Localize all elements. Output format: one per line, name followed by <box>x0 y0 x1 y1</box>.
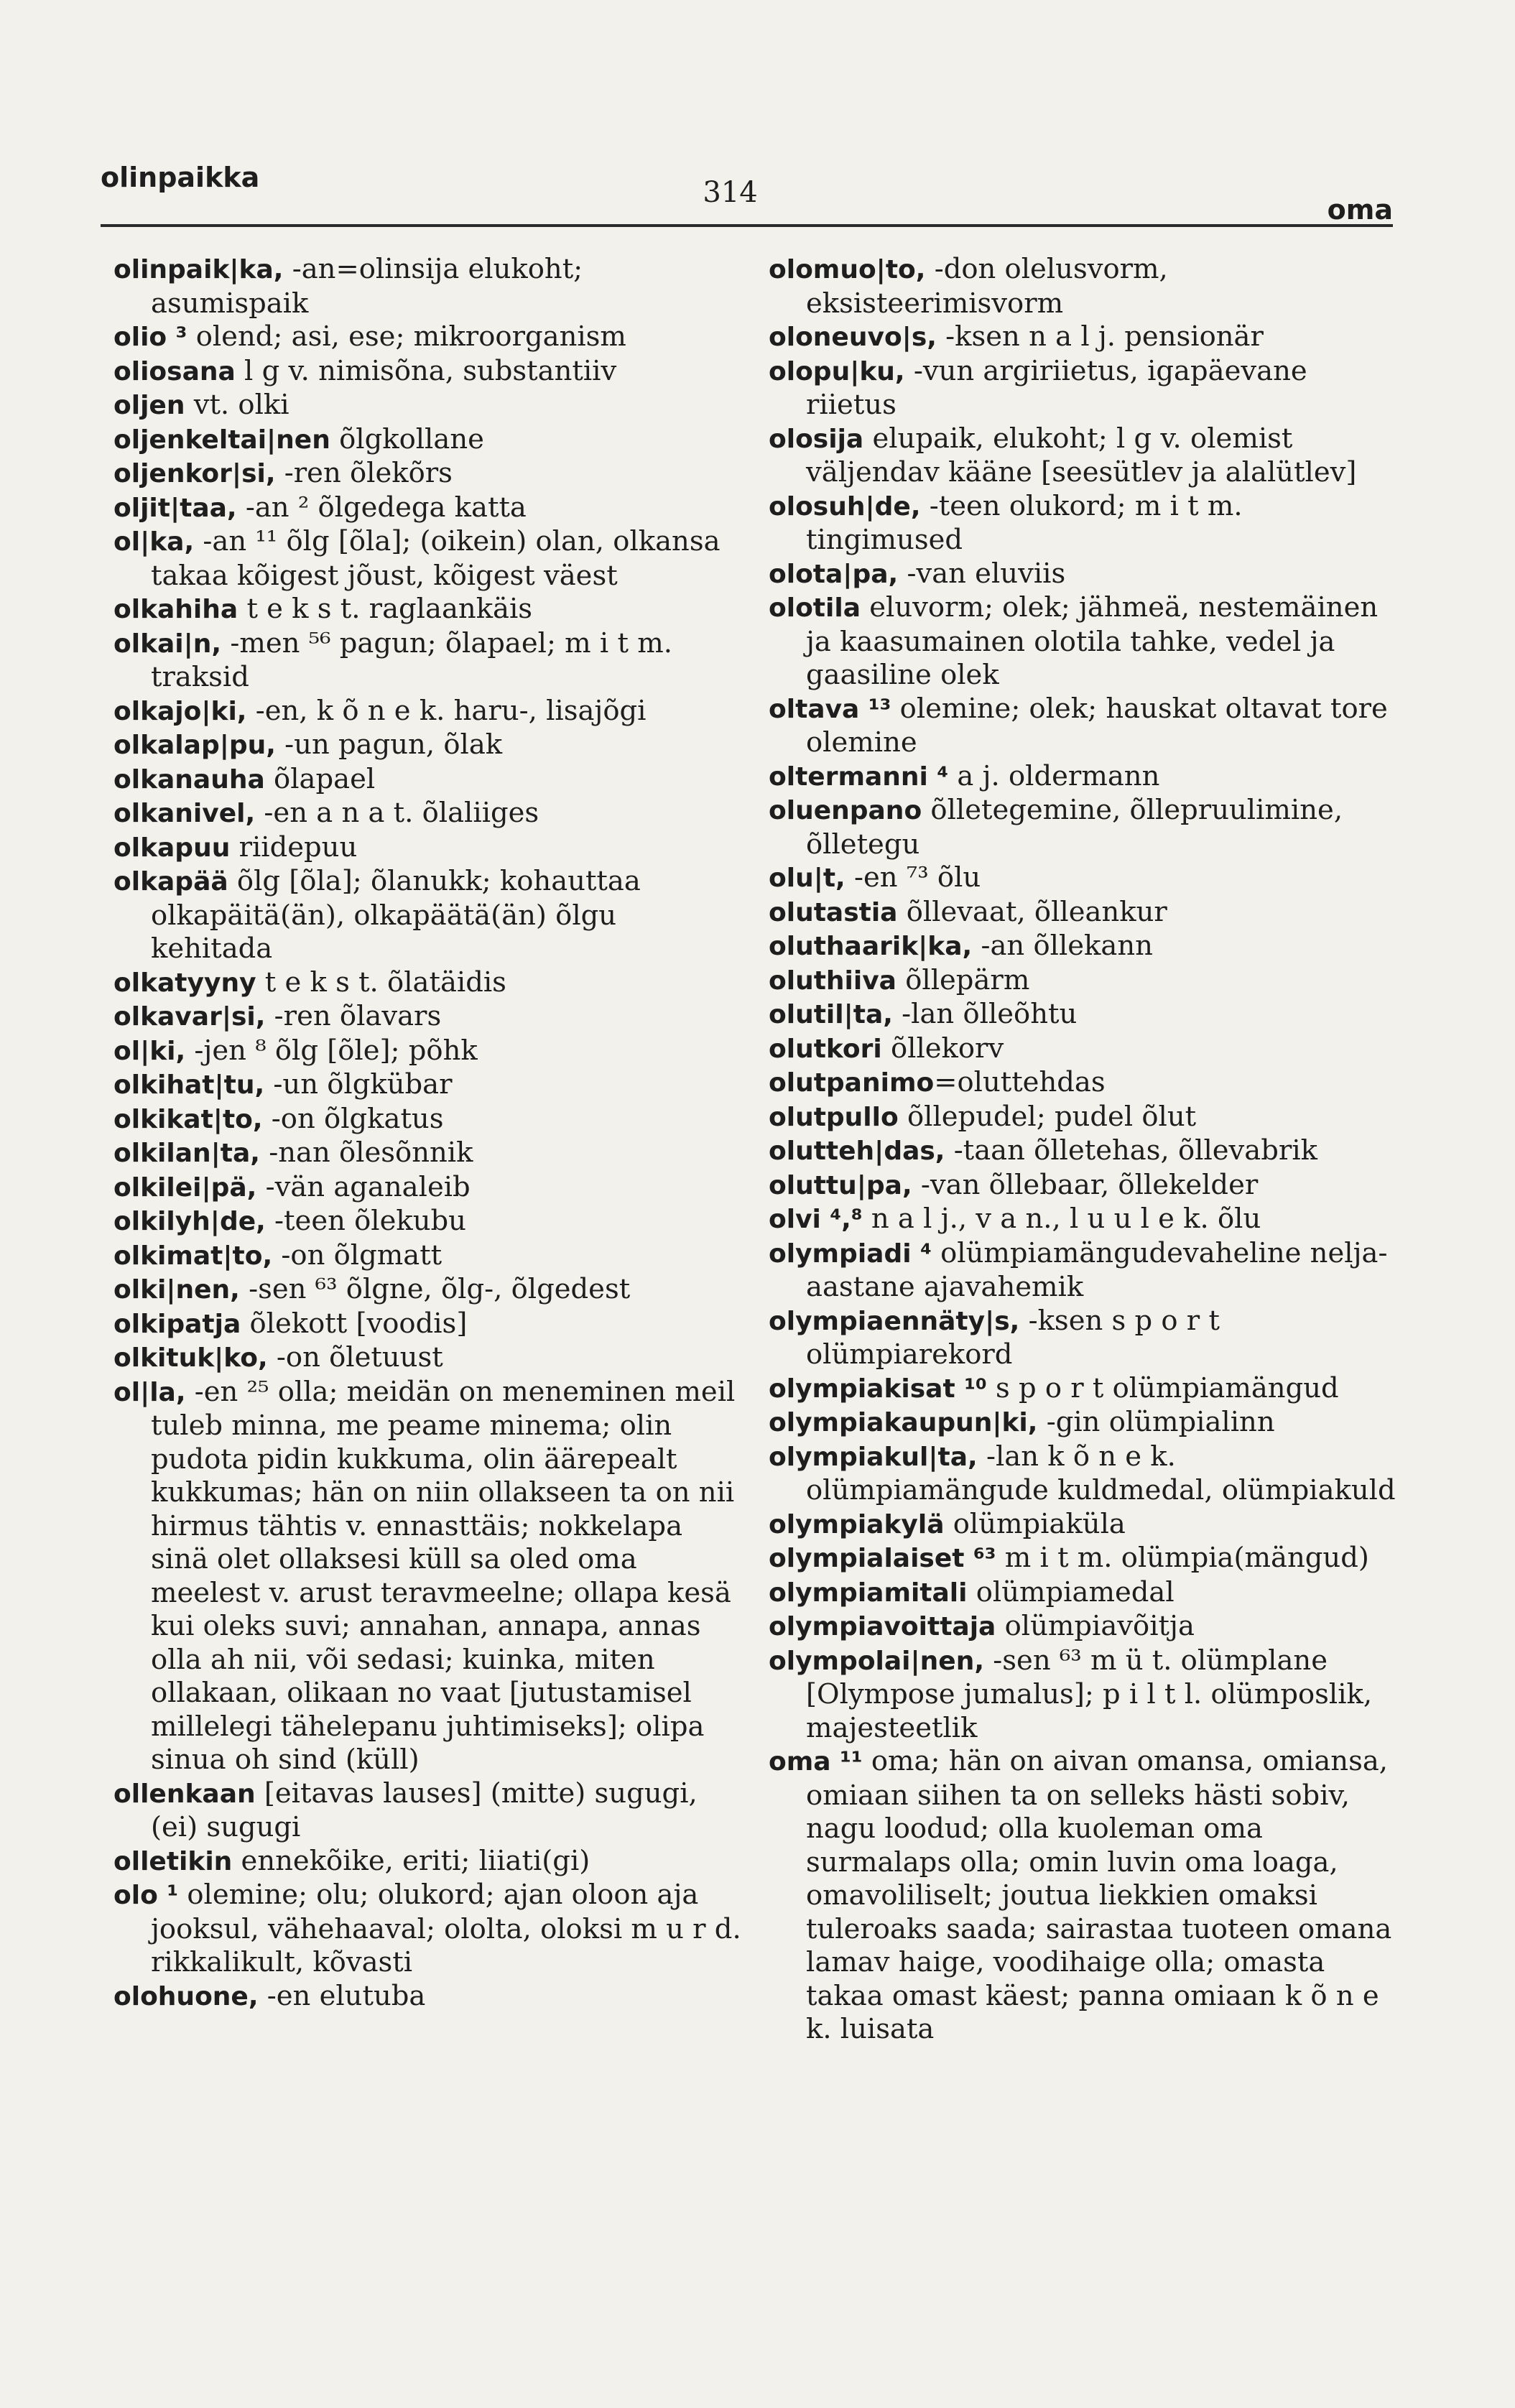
page-header <box>101 162 1393 226</box>
dictionary-entry <box>113 1068 746 1103</box>
entry-headword: olopu|ku, <box>769 356 905 386</box>
entry-definition: -taan õlletehas, õllevabrik <box>945 1134 1317 1167</box>
entry-headword: olkai|n, <box>113 629 222 659</box>
entry-headword: olympolai|nen, <box>769 1646 985 1676</box>
entry-definition: eluvorm; olek; jähmeä, nestemäinen ja kaasumainen olotila tahke, vedel ja gaasiline olek <box>806 591 1379 691</box>
entry-headword: olympiakylä <box>769 1509 945 1539</box>
entry-headword: oltermanni ⁴ <box>769 761 949 792</box>
dictionary-entry <box>113 797 746 831</box>
dictionary-entry <box>113 1171 746 1205</box>
entry-headword: olohuone, <box>113 1981 259 2011</box>
entry-headword: olotila <box>769 593 861 623</box>
dictionary-entry <box>769 760 1401 795</box>
entry-headword: olympiakaupun|ki, <box>769 1408 1038 1437</box>
dictionary-entry <box>113 491 746 526</box>
entry-definition: =oluttehdas <box>934 1066 1106 1098</box>
entry-headword: oluthiiva <box>769 965 897 996</box>
dictionary-entry <box>769 1032 1401 1067</box>
entry-definition: -vun argiriietus, igapäevane riietus <box>806 354 1307 421</box>
entry-definition: õlekott [voodis] <box>241 1307 468 1340</box>
entry-definition: õllepudel; pudel õlut <box>898 1100 1197 1133</box>
entry-definition: olümpiamedal <box>967 1575 1175 1608</box>
entry-headword: olki|nen, <box>113 1275 240 1305</box>
dictionary-entry <box>769 998 1401 1032</box>
dictionary-entry <box>113 1000 746 1034</box>
dictionary-entry <box>113 1034 746 1069</box>
entry-headword: oltava ¹³ <box>769 694 891 724</box>
entry-definition: olümpiaküla <box>944 1507 1126 1540</box>
entry-headword: oljit|taa, <box>113 493 237 523</box>
entry-headword: olutteh|das, <box>769 1136 945 1166</box>
entry-definition: -en elutuba <box>258 1979 426 2012</box>
entry-definition: -teen olukord; m i t m. tingimused <box>806 489 1243 556</box>
entry-headword: olo ¹ <box>113 1881 179 1910</box>
entry-definition: -an=olinsija elukoht; asumispaik <box>151 253 583 320</box>
dictionary-entry <box>113 1777 746 1845</box>
entry-definition: -men ⁵⁶ pagun; õlapael; m i t m. traksid <box>151 626 672 693</box>
dictionary-entry <box>113 1879 746 1980</box>
entry-headword: olkalap|pu, <box>113 731 276 760</box>
dictionary-entry <box>113 763 746 797</box>
entry-definition: [eitavas lauses] (mitte) sugugi, (ei) sugugi <box>151 1777 698 1843</box>
entry-definition: vt. olki <box>185 389 289 421</box>
header-rule <box>101 224 1393 227</box>
entry-headword: olkapää <box>113 867 228 897</box>
dictionary-entry <box>113 1845 746 1879</box>
entry-definition: -on õlgmatt <box>272 1238 443 1272</box>
entry-definition: -sen ⁶³ õlgne, õlg-, õlgedest <box>239 1273 631 1305</box>
dictionary-entry <box>769 1305 1401 1372</box>
dictionary-entry <box>769 964 1401 999</box>
entry-headword: olkikat|to, <box>113 1104 263 1134</box>
entry-headword: olosuh|de, <box>769 491 921 522</box>
entry-definition: oma; hän on aivan omansa, omiansa, omiaan siihen ta on selleks hästi sobiv, nagu loodud; olla kuoleman oma surmalaps olla; omin luvin oma loaga, omavoliliselt; joutua liekkien omaksi tuleroaks saada; sairastaa tuoteen omana lamav haige, voodihaige olla; omasta takaa omast käest; panna omiaan k õ n e k. luisata <box>806 1745 1392 2045</box>
dictionary-entry <box>113 253 746 320</box>
right-guide-word: oma <box>1327 194 1393 226</box>
entry-headword: oluttu|pa, <box>769 1170 912 1200</box>
entry-headword: oliosana <box>113 356 236 386</box>
entry-definition: -on õletuust <box>267 1341 443 1374</box>
dictionary-entry <box>769 1203 1401 1237</box>
entry-definition: -un õlgkübar <box>264 1068 453 1101</box>
dictionary-entry <box>769 1237 1401 1305</box>
entry-definition: riidepuu <box>230 830 358 863</box>
entry-definition: n a l j., v a n., l u u l e k. õlu <box>862 1203 1261 1235</box>
entry-definition: õlletegemine, õllepruulimine, õlletegu <box>806 794 1343 861</box>
page-number: 314 <box>703 176 758 209</box>
dictionary-entry <box>113 695 746 729</box>
entry-headword: olutpullo <box>769 1102 899 1132</box>
entry-headword: oljenkeltai|nen <box>113 425 330 455</box>
dictionary-entry <box>769 253 1401 320</box>
dictionary-entry <box>113 1980 746 2014</box>
entry-definition: õllevaat, õlleankur <box>897 895 1167 928</box>
entry-headword: olympiamitali <box>769 1578 968 1608</box>
entry-definition: -on õlgkatus <box>262 1102 444 1135</box>
entry-definition: -an õllekann <box>972 930 1153 962</box>
dictionary-entry <box>113 1273 746 1307</box>
dictionary-entry <box>769 490 1401 557</box>
dictionary-entry <box>113 627 746 695</box>
entry-definition: olend; asi, ese; mikroorganism <box>187 320 626 353</box>
dictionary-entry <box>769 861 1401 896</box>
entry-definition: -en ²⁵ olla; meidän on meneminen meil tuleb minna, me peame minema; olin pudota pidin kukkuma, olin äärepealt kukkumas; hän on niin ollakseen ta on nii hirmus tähtis v. ennasttäis; nokkelapa sinä olet ollaksesi küll sa oled oma meelest v. arust teravmeelne; ollapa kesä kui oleks suvi; annahan, annapa, annas olla ah nii, või sedasi; kuinka, miten ollakaan, olikaan no vaat [jutustamisel millelegi tähelepanu juhtimiseks]; olipa sinua oh sind (küll) <box>151 1375 736 1776</box>
entry-definition: -jen ⁸ õlg [õle]; põhk <box>185 1034 478 1067</box>
dictionary-entry <box>113 355 746 389</box>
dictionary-entry <box>113 525 746 593</box>
entry-definition: -en a n a t. õlaliiges <box>255 797 539 829</box>
dictionary-entry <box>769 1134 1401 1169</box>
dictionary-entry <box>769 1066 1401 1101</box>
entry-headword: olkanauha <box>113 764 265 795</box>
entry-definition: -ren õlekõrs <box>275 457 453 489</box>
entry-headword: ollenkaan <box>113 1779 256 1809</box>
entry-definition: l g v. nimisõna, substantiiv <box>235 354 617 387</box>
entry-headword: olkilan|ta, <box>113 1139 260 1168</box>
entry-definition: -vän aganaleib <box>256 1170 471 1203</box>
entry-headword: oloneuvo|s, <box>769 323 937 352</box>
dictionary-entry <box>769 1101 1401 1135</box>
entry-headword: olkilei|pä, <box>113 1172 257 1203</box>
entry-definition: -van eluviis <box>898 557 1066 590</box>
entry-headword: olympiakisat ¹⁰ <box>769 1374 987 1404</box>
dictionary-entry <box>113 1103 746 1137</box>
dictionary-entry <box>769 1610 1401 1644</box>
entry-headword: olympiadi ⁴ <box>769 1238 932 1269</box>
entry-headword: olletikin <box>113 1846 233 1876</box>
dictionary-entry <box>769 1440 1401 1508</box>
entry-definition: -en ⁷³ õlu <box>845 861 981 894</box>
dictionary-entry <box>113 389 746 423</box>
entry-headword: olosija <box>769 424 864 454</box>
dictionary-entry <box>113 423 746 458</box>
entry-definition: m i t m. olümpia(mängud) <box>996 1542 1369 1574</box>
entry-headword: olutkori <box>769 1034 882 1064</box>
dictionary-entry <box>769 1169 1401 1203</box>
entry-definition: õllepärm <box>896 963 1030 996</box>
entry-headword: olkilyh|de, <box>113 1207 266 1236</box>
entry-headword: olkimat|to, <box>113 1241 273 1271</box>
entry-headword: olkipatja <box>113 1309 241 1339</box>
entry-definition: -ren õlavars <box>265 1000 442 1032</box>
entry-headword: oma ¹¹ <box>769 1747 863 1777</box>
entry-definition: -ksen s p o r t olümpiarekord <box>806 1304 1220 1371</box>
dictionary-entry <box>113 1307 746 1342</box>
left-guide-word: olinpaikka <box>101 162 260 193</box>
entry-headword: olympiavoittaja <box>769 1612 996 1641</box>
entry-headword: olio ³ <box>113 323 187 352</box>
entry-headword: oljen <box>113 391 185 420</box>
dictionary-entry <box>113 1341 746 1376</box>
entry-headword: olkajo|ki, <box>113 696 247 726</box>
dictionary-entry <box>113 1136 746 1171</box>
entry-definition: -lan õlleõhtu <box>892 998 1078 1030</box>
entry-definition: -lan k õ n e k. olümpiamängude kuldmedal, olümpiakuld <box>806 1440 1396 1506</box>
dictionary-entry <box>769 930 1401 964</box>
entry-definition: t e k s t. õlatäidis <box>256 965 506 999</box>
entry-headword: olomuo|to, <box>769 255 926 284</box>
entry-definition: s p o r t olümpiamängud <box>986 1371 1339 1404</box>
entry-definition: õllekorv <box>881 1032 1004 1065</box>
entry-headword: olvi ⁴,⁸ <box>769 1205 863 1234</box>
entry-headword: oluthaarik|ka, <box>769 932 973 961</box>
entry-headword: olkanivel, <box>113 799 256 828</box>
entry-headword: ol|ki, <box>113 1036 186 1066</box>
dictionary-entry <box>113 1205 746 1239</box>
left-column <box>113 253 746 2014</box>
entry-headword: olkahiha <box>113 595 238 624</box>
entry-definition: ennekõike, eriti; liiati(gi) <box>232 1844 590 1877</box>
entry-definition: -gin olümpialinn <box>1037 1406 1275 1438</box>
entry-definition: õlg [õla]; õlanukk; kohauttaa olkapäitä(än), olkapäätä(än) õlgu kehitada <box>151 865 641 965</box>
entry-definition: -en, k õ n e k. haru-, lisajõgi <box>246 694 647 727</box>
dictionary-entry <box>769 1745 1401 2047</box>
entry-headword: ol|la, <box>113 1377 186 1407</box>
entry-definition: -an ² õlgedega katta <box>236 491 527 524</box>
dictionary-entry <box>113 966 746 1001</box>
entry-definition: -don olelusvorm, eksisteerimisvorm <box>806 253 1168 320</box>
entry-definition: -an ¹¹ õlg [õla]; (oikein) olan, olkansa takaa kõigest jõust, kõigest väest <box>151 525 721 592</box>
entry-headword: olu|t, <box>769 863 845 893</box>
entry-definition: -van õllebaar, õllekelder <box>912 1168 1259 1201</box>
entry-headword: olympiaennäty|s, <box>769 1306 1020 1336</box>
entry-definition: olümpiamängudevaheline nelja-aastane ajavahemik <box>806 1236 1388 1303</box>
dictionary-entry <box>769 896 1401 930</box>
entry-definition: -teen õlekubu <box>265 1205 466 1237</box>
entry-headword: olkituk|ko, <box>113 1343 268 1373</box>
dictionary-entry <box>769 1576 1401 1611</box>
dictionary-entry <box>113 1239 746 1274</box>
entry-headword: olkapuu <box>113 833 231 863</box>
entry-headword: olutpanimo <box>769 1068 935 1098</box>
dictionary-entry <box>769 1406 1401 1440</box>
dictionary-entry <box>113 728 746 763</box>
entry-headword: olutil|ta, <box>769 1000 893 1029</box>
entry-definition: olümpiavõitja <box>996 1610 1195 1642</box>
dictionary-entry <box>769 320 1401 355</box>
entry-definition: olemine; olu; olukord; ajan oloon aja jooksul, vähehaaval; ololta, oloksi m u r d. rikkalikult, kõvasti <box>151 1879 741 1978</box>
dictionary-entry <box>769 355 1401 422</box>
dictionary-entry <box>113 320 746 355</box>
entry-definition: -ksen n a l j. pensionär <box>936 320 1264 353</box>
right-column <box>769 253 1401 2047</box>
dictionary-entry <box>113 1376 746 1777</box>
entry-headword: olympiakul|ta, <box>769 1442 978 1472</box>
entry-definition: olemine; olek; hauskat oltavat tore olemine <box>806 692 1388 759</box>
dictionary-entry <box>113 865 746 966</box>
entry-definition: õlapael <box>264 762 376 795</box>
entry-headword: olkihat|tu, <box>113 1070 265 1100</box>
dictionary-entry <box>769 693 1401 760</box>
entry-definition: a j. oldermann <box>948 759 1160 792</box>
dictionary-entry <box>769 1644 1401 1746</box>
dictionary-entry <box>113 593 746 627</box>
entry-definition: -sen ⁶³ m ü t. olümplane [Olympose jumalus]; p i l t l. olümposlik, majesteetlik <box>806 1644 1373 1744</box>
dictionary-entry <box>769 1542 1401 1576</box>
dictionary-entry <box>113 831 746 866</box>
dictionary-entry <box>769 557 1401 592</box>
entry-headword: olota|pa, <box>769 559 899 589</box>
entry-headword: olympialaiset ⁶³ <box>769 1544 996 1573</box>
entry-headword: olinpaik|ka, <box>113 255 284 284</box>
entry-definition: -un pagun, õlak <box>275 728 503 761</box>
entry-definition: -nan õlesõnnik <box>259 1136 473 1169</box>
entry-definition: õlgkollane <box>330 422 484 455</box>
entry-definition: elupaik, elukoht; l g v. olemist väljendav kääne [seesütlev ja alalütlev] <box>806 422 1357 488</box>
entry-headword: oluenpano <box>769 796 922 825</box>
dictionary-entry <box>769 1372 1401 1407</box>
dictionary-entry <box>769 1508 1401 1542</box>
entry-headword: oljenkor|si, <box>113 459 276 488</box>
dictionary-entry <box>769 794 1401 861</box>
entry-headword: olutastia <box>769 897 898 927</box>
entry-headword: olkatyyny <box>113 968 256 998</box>
dictionary-entry <box>769 591 1401 693</box>
dictionary-entry <box>113 457 746 491</box>
dictionary-entry <box>769 422 1401 490</box>
entry-headword: olkavar|si, <box>113 1002 266 1032</box>
entry-headword: ol|ka, <box>113 527 195 557</box>
entry-definition: t e k s t. raglaankäis <box>238 593 533 625</box>
